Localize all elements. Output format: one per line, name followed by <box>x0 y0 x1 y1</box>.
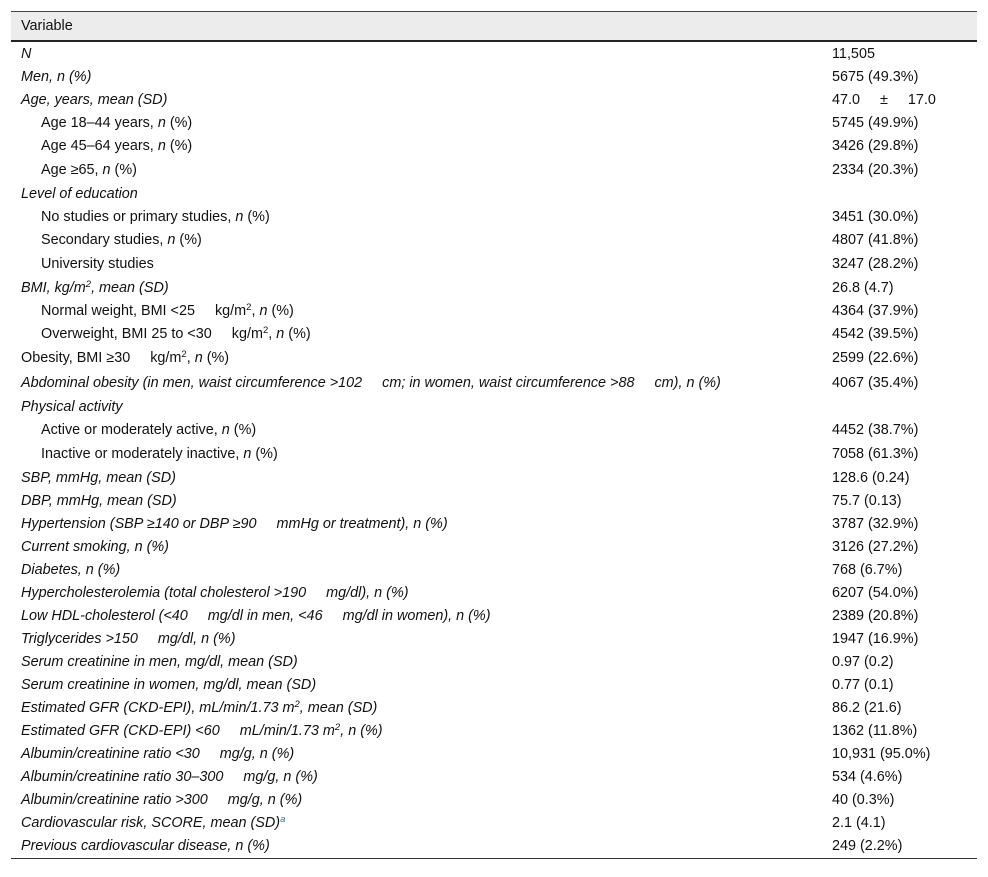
row-value: 5745 (49.9%) <box>832 115 919 131</box>
row-value: 4067 (35.4%) <box>832 375 919 391</box>
row-value: 768 (6.7%) <box>832 562 903 578</box>
table-row <box>11 419 977 442</box>
table-row <box>11 605 977 628</box>
row-value: 86.2 (21.6) <box>832 700 902 716</box>
superscript: 2 <box>294 699 300 710</box>
table-row <box>11 396 977 419</box>
row-label: SBP, mmHg, mean (SD) <box>21 470 176 486</box>
characteristics-table <box>11 11 977 859</box>
label-text: Age 45–64 years, <box>41 138 158 154</box>
label-text: Obesity, BMI ≥30 <box>21 350 131 366</box>
row-label <box>41 229 202 252</box>
label-part: Low HDL-cholesterol (<40 <box>21 608 188 624</box>
row-value: 534 (4.6%) <box>832 769 903 785</box>
row-value: 4807 (41.8%) <box>832 232 919 248</box>
table-row <box>11 536 977 559</box>
row-label <box>41 323 311 346</box>
row-value: 1362 (11.8%) <box>832 723 918 739</box>
row-value: 0.77 (0.1) <box>832 677 894 693</box>
row-label <box>21 743 294 766</box>
label-text: Estimated GFR (CKD-EPI), mL/min/1.73 m <box>21 700 295 716</box>
row-label <box>21 720 383 743</box>
label-pct: (%) <box>284 326 311 342</box>
row-label <box>41 300 294 323</box>
row-value: 3787 (32.9%) <box>832 516 919 532</box>
row-label <box>21 605 491 628</box>
table-row <box>11 674 977 697</box>
row-value: 0.97 (0.2) <box>832 654 894 670</box>
row-label <box>21 766 318 789</box>
table-row <box>11 183 977 206</box>
table-row <box>11 112 977 135</box>
row-value: 40 (0.3%) <box>832 792 895 808</box>
label-tail: , mean (SD) <box>91 280 169 296</box>
row-label: Serum creatinine in men, mg/dl, mean (SD) <box>21 654 298 670</box>
row-value: 10,931 (95.0%) <box>832 746 931 762</box>
table-row <box>11 651 977 674</box>
superscript: 2 <box>334 722 341 733</box>
row-label <box>21 513 448 536</box>
table-row <box>11 252 977 277</box>
table-row <box>11 66 977 89</box>
label-part: mg/g, n (%) <box>219 746 295 762</box>
row-label: Men, n (%) <box>21 69 92 85</box>
row-label: Diabetes, n (%) <box>21 562 121 578</box>
table-row <box>11 490 977 513</box>
row-label <box>41 206 270 229</box>
label-part: mL/min/1.73 m <box>239 723 335 739</box>
row-label <box>41 158 137 183</box>
label-part: mg/dl), n (%) <box>326 585 409 601</box>
label-part: Hypertension (SBP ≥140 or DBP ≥90 <box>21 516 257 532</box>
row-value: 2389 (20.8%) <box>832 608 919 624</box>
row-value: 2.1 (4.1) <box>832 815 886 831</box>
label-n: n <box>194 350 203 366</box>
table-row <box>11 158 977 183</box>
section-label: Physical activity <box>21 399 123 415</box>
label-text: Overweight, BMI 25 to <30 <box>41 326 212 342</box>
label-pct: (%) <box>165 115 193 131</box>
label-tail: , mean (SD) <box>299 700 378 716</box>
table-row <box>11 371 977 396</box>
label-part: Triglycerides >150 <box>21 631 138 647</box>
age-mean: 47.0 <box>832 92 861 108</box>
row-value: 2599 (22.6%) <box>832 350 919 366</box>
label-pct: (%) <box>202 350 230 366</box>
table-row <box>11 582 977 605</box>
section-label: Level of education <box>21 186 138 202</box>
table-row <box>11 229 977 252</box>
row-label: Age, years, mean (SD) <box>21 92 168 108</box>
superscript: 2 <box>262 325 269 336</box>
row-label <box>41 112 192 135</box>
label-pct: (%) <box>175 232 202 248</box>
label-unit: kg/m <box>231 326 263 342</box>
label-n: n <box>157 138 166 154</box>
row-label <box>21 628 236 651</box>
label-part: mg/dl in women), n (%) <box>342 608 491 624</box>
row-label: DBP, mmHg, mean (SD) <box>21 493 177 509</box>
table-row <box>11 300 977 323</box>
label-text: Age ≥65, <box>41 162 103 178</box>
label-n: n <box>102 162 111 178</box>
label-sep: , <box>268 326 277 342</box>
label-text: Active or moderately active, <box>41 422 222 438</box>
label-pct: (%) <box>251 446 278 462</box>
table-row <box>11 89 977 112</box>
label-text: BMI, kg/m <box>21 280 86 296</box>
row-label <box>21 789 302 812</box>
row-label <box>21 277 169 300</box>
label-part: mmHg or treatment), n (%) <box>276 516 448 532</box>
table-body <box>11 42 977 859</box>
label-part: Albumin/creatinine ratio >300 <box>21 792 208 808</box>
label-pct: (%) <box>243 209 270 225</box>
row-label: Previous cardiovascular disease, n (%) <box>21 838 270 854</box>
label-part: Estimated GFR (CKD-EPI) <60 <box>21 723 220 739</box>
row-value: 3451 (30.0%) <box>832 209 919 225</box>
label-text: Cardiovascular risk, SCORE, mean (SD) <box>21 815 281 831</box>
table-row <box>11 346 977 371</box>
row-value: 4452 (38.7%) <box>832 422 919 438</box>
table-row <box>11 442 977 467</box>
superscript: 2 <box>181 349 187 360</box>
label-part: Hypercholesterolemia (total cholesterol >190 <box>21 585 307 601</box>
row-value: 11,505 <box>832 46 875 62</box>
row-value: 3426 (29.8%) <box>832 138 919 154</box>
label-text: Normal weight, BMI <25 <box>41 303 195 319</box>
table-row <box>11 697 977 720</box>
table-row <box>11 43 977 66</box>
table-row <box>11 135 977 158</box>
label-part: Albumin/creatinine ratio 30–300 <box>21 769 224 785</box>
table-row <box>11 812 977 835</box>
table-header <box>11 11 977 42</box>
row-label <box>41 419 256 442</box>
row-label <box>21 371 721 396</box>
label-pct: (%) <box>165 138 193 154</box>
footnote-link[interactable]: a <box>280 814 286 825</box>
table-row <box>11 628 977 651</box>
row-label: Serum creatinine in women, mg/dl, mean (SD) <box>21 677 317 693</box>
row-label: N <box>21 46 32 62</box>
label-n: n <box>167 232 176 248</box>
label-pct: (%) <box>267 303 294 319</box>
label-unit: kg/m <box>150 350 182 366</box>
table-row <box>11 743 977 766</box>
row-value: 6207 (54.0%) <box>832 585 919 601</box>
row-value: 4542 (39.5%) <box>832 326 919 342</box>
label-text: Age 18–44 years, <box>41 115 158 131</box>
superscript: 2 <box>85 279 92 290</box>
row-value: 3126 (27.2%) <box>832 539 919 555</box>
row-value: 26.8 (4.7) <box>832 280 894 296</box>
header-variable: Variable <box>21 18 73 34</box>
age-sd: 17.0 <box>907 92 936 108</box>
label-part: cm; in women, waist circumference >88 <box>382 375 635 391</box>
row-value: 3247 (28.2%) <box>832 256 919 272</box>
label-unit: kg/m <box>214 303 247 319</box>
row-value: 75.7 (0.13) <box>832 493 902 509</box>
table-row <box>11 206 977 229</box>
label-part: mg/g, n (%) <box>227 792 303 808</box>
table-row <box>11 720 977 743</box>
label-part: mg/dl in men, <46 <box>207 608 323 624</box>
label-pct: (%) <box>110 162 137 178</box>
row-label <box>41 442 278 467</box>
label-text: Secondary studies, <box>41 232 168 248</box>
table-row <box>11 323 977 346</box>
row-label <box>21 697 377 720</box>
row-value: 249 (2.2%) <box>832 838 903 854</box>
label-n: n <box>235 209 244 225</box>
label-text: Inactive or moderately inactive, <box>41 446 244 462</box>
table-row <box>11 835 977 858</box>
label-n: n <box>221 422 230 438</box>
row-value: 1947 (16.9%) <box>832 631 919 647</box>
table-row <box>11 766 977 789</box>
label-part: Albumin/creatinine ratio <30 <box>21 746 200 762</box>
label-n: n <box>276 326 285 342</box>
label-part: Abdominal obesity (in men, waist circumference >102 <box>21 375 363 391</box>
label-tail: , n (%) <box>340 723 383 739</box>
row-label <box>21 582 409 605</box>
label-n: n <box>259 303 268 319</box>
row-value: 128.6 (0.24) <box>832 470 910 486</box>
table-row <box>11 277 977 300</box>
plus-minus: ± <box>880 92 888 108</box>
superscript: 2 <box>246 302 252 313</box>
label-n: n <box>243 446 252 462</box>
label-sep: , <box>186 350 195 366</box>
row-value <box>832 89 936 112</box>
row-value: 5675 (49.3%) <box>832 69 919 85</box>
label-text: No studies or primary studies, <box>41 209 236 225</box>
table-row <box>11 467 977 490</box>
row-label <box>21 346 229 371</box>
row-label: Current smoking, n (%) <box>21 539 169 555</box>
row-label: University studies <box>41 256 154 272</box>
label-n: n <box>157 115 166 131</box>
label-sep: , <box>251 303 260 319</box>
label-pct: (%) <box>229 422 257 438</box>
table-row <box>11 559 977 582</box>
label-part: mg/g, n (%) <box>243 769 318 785</box>
label-part: cm), n (%) <box>654 375 721 391</box>
row-value: 4364 (37.9%) <box>832 303 919 319</box>
row-label <box>41 135 192 158</box>
table-row <box>11 789 977 812</box>
row-label <box>21 812 285 835</box>
row-value: 2334 (20.3%) <box>832 162 919 178</box>
row-value: 7058 (61.3%) <box>832 446 919 462</box>
table-row <box>11 513 977 536</box>
label-part: mg/dl, n (%) <box>157 631 236 647</box>
